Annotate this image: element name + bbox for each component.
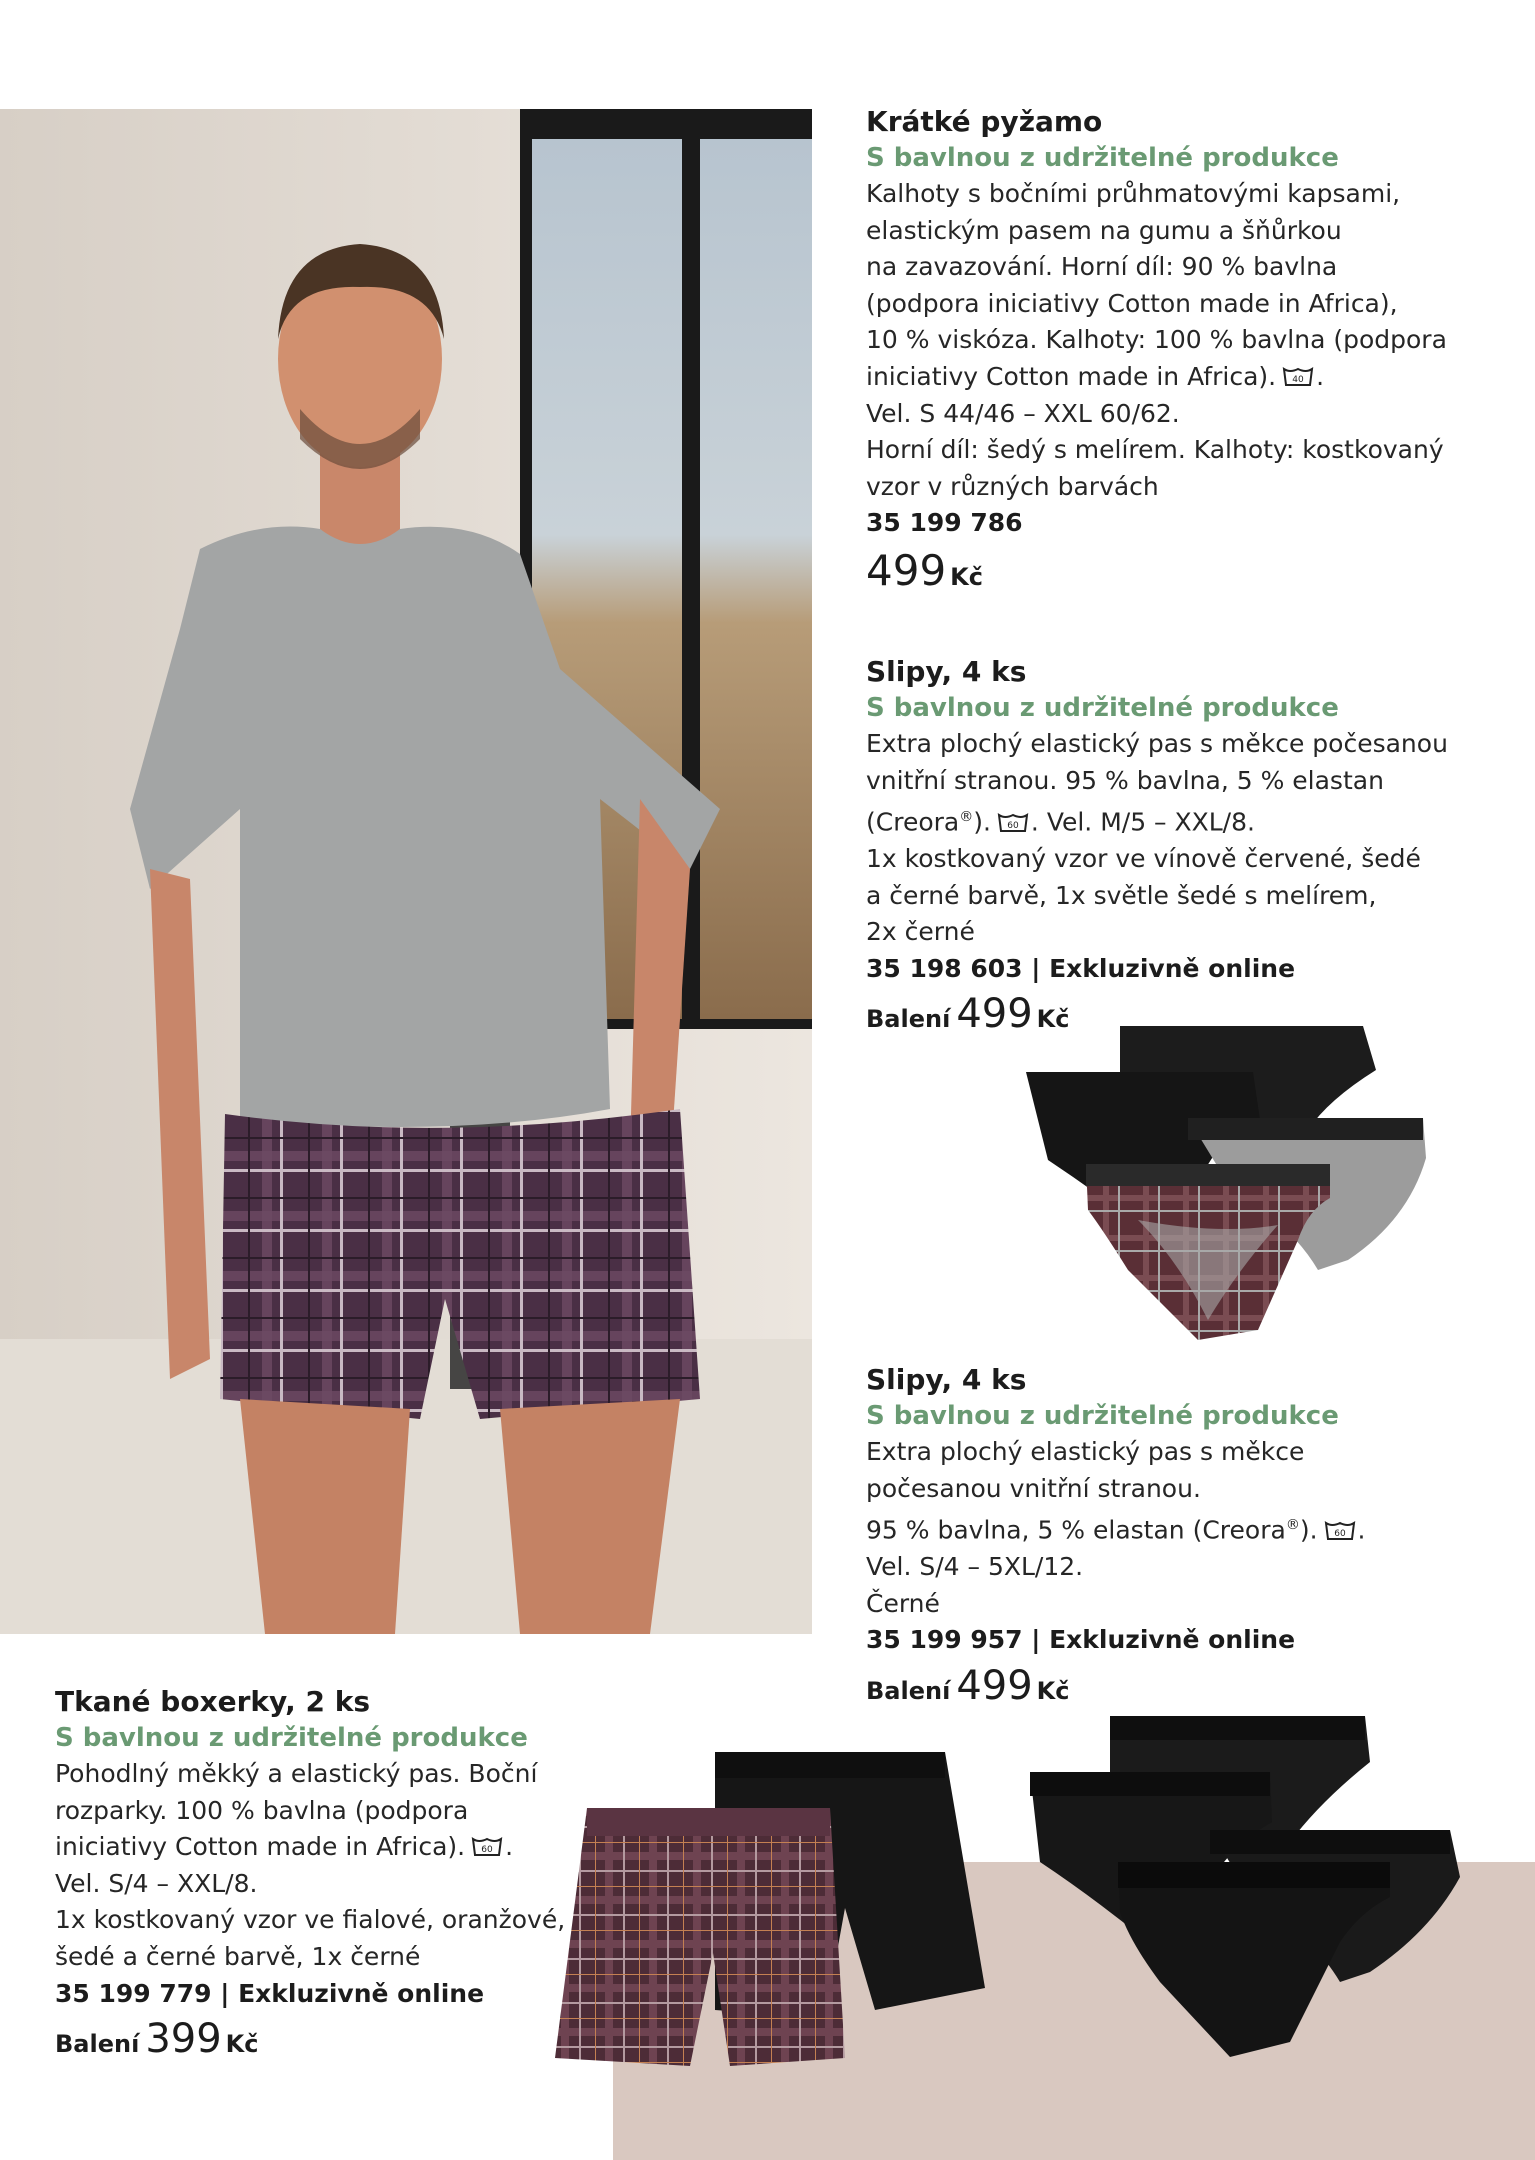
registered-mark: ® [959,809,974,826]
svg-text:60: 60 [481,1845,493,1856]
product-desc-line: 2x černé [866,917,975,947]
price-label: Balení [866,1005,951,1034]
product-desc-line [866,1507,1365,1549]
product-desc-line: 10 % viskóza. Kalhoty: 100 % bavlna (podpora [866,325,1447,355]
product-desc-line: Extra plochý elastický pas s měkce počesanou [866,729,1448,758]
product-desc-line [866,359,1447,396]
product-desc-line: Horní díl: šedý s melírem. Kalhoty: kostkovaný [866,435,1444,465]
product-desc-line: Pohodlný měkký a elastický pas. Boční [55,1759,538,1788]
briefs-mixed-photo [1008,1020,1438,1364]
price-currency: Kč [1036,1676,1070,1705]
product-subtitle: S bavlnou z udržitelné produkce [866,1401,1339,1431]
svg-text:60: 60 [1007,820,1019,831]
product-price [866,1663,1365,1709]
product-desc-line: (podpora iniciativy Cotton made in Africa), [866,288,1398,318]
product-desc-line: Vel. S/4 – XXL/8. [55,1868,258,1898]
price-currency: Kč [950,562,983,591]
period-text: . [505,1832,514,1862]
briefs-black-photo [1010,1712,1470,2076]
price-label: Balení [55,2030,140,2059]
product-desc-text: iniciativy Cotton made in Africa). [55,1832,466,1862]
product-subtitle: S bavlnou z udržitelné produkce [866,143,1339,173]
wash-60-icon [1324,1520,1356,1542]
product-desc-line: Černé [866,1588,940,1618]
price-value: 499 [866,545,947,595]
product-desc-line: na zavazování. Horní díl: 90 % bavlna [866,252,1338,282]
product-price [866,546,1447,595]
product-title: Slipy, 4 ks [866,1363,1027,1396]
product-desc-line: počesanou vnitřní stranou. [866,1473,1201,1503]
period-text: . [1316,361,1325,391]
price-value: 499 [956,991,1033,1038]
product-desc-text: ). [1299,1515,1318,1545]
product-title: Tkané boxerky, 2 ks [55,1685,371,1718]
product-desc-line: Vel. S 44/46 – XXL 60/62. [866,398,1180,428]
wash-60-icon [471,1836,503,1858]
product-desc-line: elastickým pasem na gumu a šňůrkou [866,215,1342,245]
product-title: Slipy, 4 ks [866,655,1027,688]
product-code: 35 199 779 | Exkluzivně online [55,1978,485,2008]
product-briefs-mixed [866,654,1448,1037]
registered-mark: ® [1285,1517,1300,1534]
product-briefs-black [866,1362,1365,1709]
product-desc-line: vzor v různých barvách [866,471,1159,501]
product-desc-line: Vel. S/4 – 5XL/12. [866,1552,1084,1582]
wash-60-icon [997,812,1029,834]
product-desc-text: (Creora [866,807,960,837]
product-code: 35 199 786 [866,508,1023,538]
product-desc-text: . Vel. M/5 – XXL/8. [1030,807,1255,837]
product-desc-line [866,799,1448,841]
product-desc-line: rozparky. 100 % bavlna (podpora [55,1795,469,1825]
period-text: . [1357,1515,1366,1545]
svg-text:40: 40 [1292,374,1304,385]
svg-text:60: 60 [1333,1528,1346,1539]
product-subtitle: S bavlnou z udržitelné produkce [55,1723,528,1753]
product-boxers [55,1684,565,2062]
product-desc-text: ). [973,807,991,837]
product-desc-line: vnitřní stranou. 95 % bavlna, 5 % elastan [866,765,1384,795]
product-desc-line: šedé a černé barvě, 1x černé [55,1941,421,1971]
product-title: Krátké pyžamo [866,105,1103,138]
hero-photo-man-in-pyjamas [0,109,812,1634]
product-price [55,2016,565,2062]
price-value: 399 [145,2016,222,2063]
product-desc-line: Extra plochý elastický pas s měkce [866,1437,1305,1466]
price-currency: Kč [1036,1005,1070,1034]
product-desc-line: 1x kostkovaný vzor ve vínově červené, šedé [866,844,1421,874]
product-desc-text: 95 % bavlna, 5 % elastan (Creora [866,1515,1286,1545]
product-pajamas [866,104,1447,595]
product-code: 35 198 603 | Exkluzivně online [866,953,1296,983]
product-desc-line: a černé barvě, 1x světle šedé s melírem, [866,880,1377,910]
boxers-photo [545,1748,1005,2072]
product-desc-line [55,1829,565,1866]
product-desc-line: Kalhoty s bočními průhmatovými kapsami, [866,179,1401,208]
product-desc-line: 1x kostkovaný vzor ve fialové, oranžové, [55,1905,566,1935]
price-currency: Kč [225,2030,259,2059]
wash-40-icon [1282,366,1314,388]
product-subtitle: S bavlnou z udržitelné produkce [866,693,1339,723]
price-label: Balení [866,1676,951,1705]
price-value: 499 [956,1662,1033,1709]
product-code: 35 199 957 | Exkluzivně online [866,1625,1296,1655]
product-desc-text: iniciativy Cotton made in Africa). [866,361,1277,391]
